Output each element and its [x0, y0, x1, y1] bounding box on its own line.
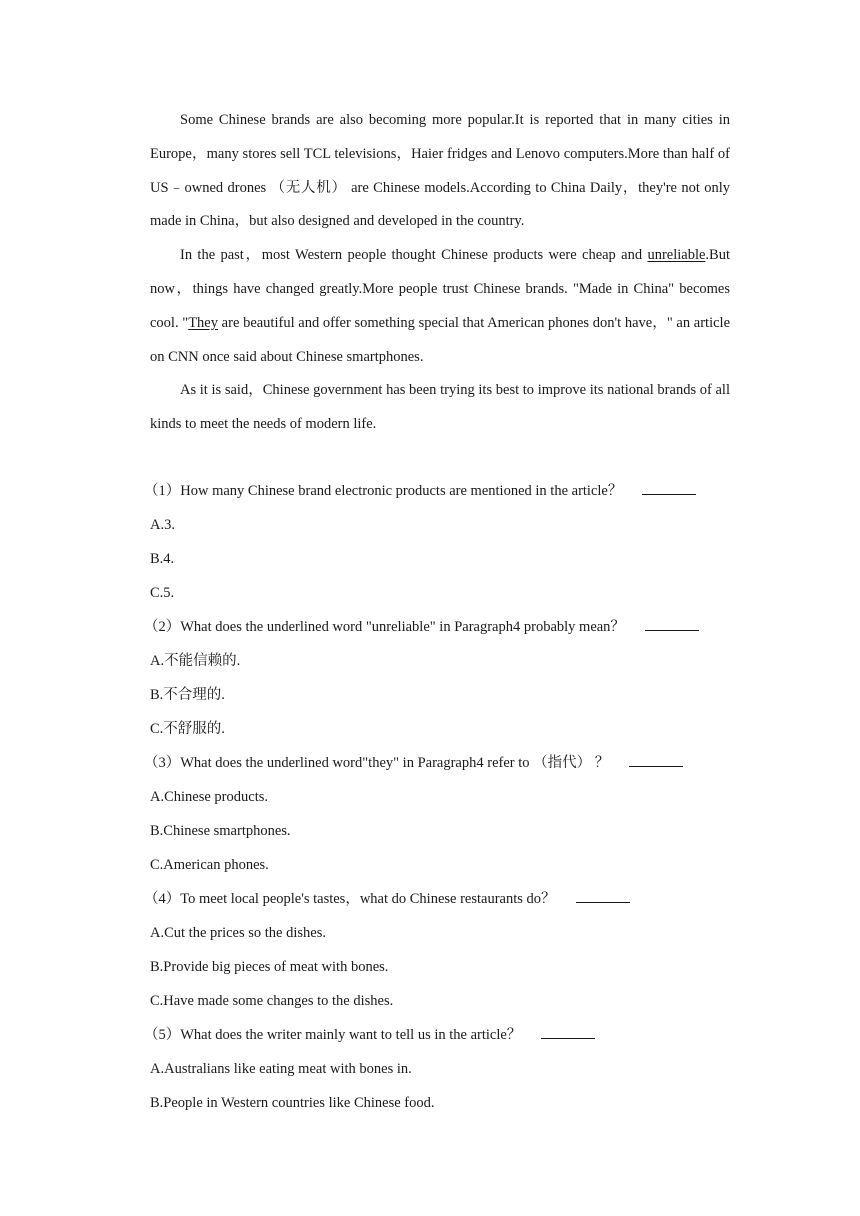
paragraph-3-text: As it is said，Chinese government has been trying its best to improve its national brands of all kinds to meet the needs of modern life.	[150, 382, 730, 433]
question-text: What does the underlined word "unreliable" in Paragraph4 probably mean？	[180, 618, 625, 635]
option-a: A.不能信赖的.	[150, 652, 241, 669]
passage-paragraph-2	[150, 239, 730, 374]
document-page	[144, 104, 731, 1120]
option-b: B.4.	[150, 550, 175, 567]
option-a: A.Chinese products.	[150, 788, 268, 805]
answer-blank[interactable]	[629, 752, 683, 767]
answer-blank[interactable]	[541, 1024, 595, 1039]
option-c: C.American phones.	[150, 856, 269, 873]
question-5	[144, 1018, 730, 1052]
option-c: C.Have made some changes to the dishes.	[150, 992, 394, 1009]
question-number: （4）	[144, 890, 181, 907]
answer-blank[interactable]	[642, 480, 696, 495]
option-b: B.People in Western countries like Chinese food.	[150, 1094, 435, 1111]
question-text: What does the writer mainly want to tell us in the article？	[180, 1026, 522, 1043]
option-a: A.3.	[150, 516, 175, 533]
question-number: （3）	[144, 754, 181, 771]
passage-paragraph-3	[150, 374, 730, 442]
question-2	[144, 610, 730, 644]
underlined-word-they: They	[188, 314, 218, 331]
passage-paragraph-1	[150, 104, 730, 239]
option-c: C.不舒服的.	[150, 720, 225, 737]
paragraph-2-before: In the past，most Western people thought Chinese products were cheap and	[180, 247, 648, 264]
question-3	[144, 746, 730, 780]
paragraph-2-after: are beautiful and offer something special that American phones don't have，" an article on CNN once said about Chinese smartphones.	[150, 314, 731, 365]
section-gap	[150, 442, 730, 474]
question-text: What does the underlined word"they" in Paragraph4 refer to （指代） ？	[180, 754, 610, 771]
question-4	[144, 882, 730, 916]
answer-blank[interactable]	[645, 616, 699, 631]
question-number: （1）	[144, 482, 181, 499]
answer-blank[interactable]	[576, 888, 630, 903]
option-a: A.Australians like eating meat with bones in.	[150, 1060, 412, 1077]
option-c: C.5.	[150, 584, 175, 601]
question-text: To meet local people's tastes，what do Chinese restaurants do？	[180, 890, 556, 907]
paragraph-2-middle: .But now，things have changed greatly.More people trust Chinese brands. "Made in China" becomes cool. "	[150, 247, 730, 331]
question-text: How many Chinese brand electronic products are mentioned in the article？	[180, 482, 623, 499]
paragraph-1-text: Some Chinese brands are also becoming more popular.It is reported that in many cities in Europe，many stores sell TCL televisions，Haier fridges and Lenovo computers.More than half of US﹣owned drones （无人机） are Chinese models.According to China Daily，they're not only made in China，but also designed and developed in the country.	[150, 112, 730, 230]
underlined-word-unreliable: unreliable	[647, 247, 706, 264]
question-number: （2）	[144, 618, 181, 635]
option-b: B.不合理的.	[150, 686, 225, 703]
option-b: B.Provide big pieces of meat with bones.	[150, 958, 389, 975]
question-1	[144, 474, 730, 508]
question-number: （5）	[144, 1026, 181, 1043]
option-a: A.Cut the prices so the dishes.	[150, 924, 326, 941]
option-b: B.Chinese smartphones.	[150, 822, 291, 839]
